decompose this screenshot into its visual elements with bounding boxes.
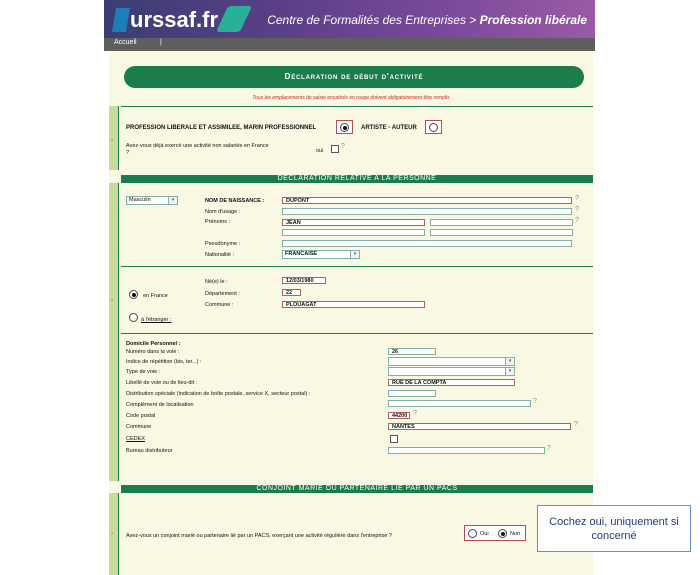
banner-title-main: Centre de Formalités des Entreprises	[267, 13, 466, 27]
indice-label: Indice de répétition (bis, ter...) :	[126, 359, 202, 365]
help-icon[interactable]: ?	[575, 206, 579, 213]
section-arrow-icon: ›	[111, 138, 113, 144]
conjoint-oui-label: Oui	[480, 531, 489, 537]
commune-domicile-label: Commune	[126, 424, 152, 430]
prior-activity-checkbox[interactable]	[331, 145, 339, 153]
divider	[121, 106, 593, 107]
nom-usage-input[interactable]	[282, 208, 572, 215]
prenoms-label: Prénoms :	[205, 219, 231, 225]
etranger-label[interactable]: à l'étranger :	[141, 317, 172, 323]
type-voie-label: Type de voie :	[126, 369, 161, 375]
nationalite-label: Nationalité :	[205, 252, 235, 258]
etranger-radio[interactable]	[129, 313, 138, 322]
section-conjoint-sidebar	[109, 493, 119, 575]
required-notice: Tous les emplacements de saisie encadrés en rouge doivent obligatoirement être remplis	[252, 95, 450, 101]
banner-title	[267, 13, 587, 27]
libelle-voie-label: Libellé de voie ou de lieu-dit :	[126, 380, 198, 386]
profession-option1-box	[336, 120, 353, 134]
conjoint-oui-radio[interactable]	[468, 529, 477, 538]
cedex-checkbox[interactable]	[390, 435, 398, 443]
divider	[121, 333, 593, 334]
civilite-select[interactable]	[126, 196, 178, 205]
pseudonyme-label: Pseudonyme :	[205, 241, 241, 247]
domicile-heading: Domicile Personnel :	[126, 341, 181, 347]
civilite-select-value: Masculin	[129, 197, 151, 203]
pseudonyme-input[interactable]	[282, 240, 572, 247]
divider	[121, 266, 593, 267]
en-france-label: en France	[143, 293, 168, 299]
nav-separator: |	[160, 39, 162, 46]
type-voie-select[interactable]	[388, 367, 515, 376]
bureau-distributeur-label: Bureau distributeur	[126, 448, 173, 454]
departement-label: Département :	[205, 291, 240, 297]
section-arrow-icon: ›	[111, 531, 113, 537]
banner-title-bold: Profession libérale	[479, 13, 587, 27]
nom-naissance-input[interactable]: DUPONT	[282, 197, 572, 204]
page	[104, 0, 595, 575]
help-icon[interactable]: ?	[413, 410, 417, 417]
chevron-down-icon: ▾	[505, 368, 514, 375]
code-postal-label: Code postal	[126, 413, 156, 419]
en-france-radio[interactable]	[129, 290, 138, 299]
profession-option1-label: PROFESSION LIBERALE ET ASSIMILEE, MARIN PROFESSIONNEL	[126, 125, 317, 131]
nationalite-select-value: FRANCAISE	[285, 251, 318, 257]
indice-select[interactable]	[388, 357, 515, 366]
section-personne-title: DECLARATION RELATIVE A LA PERSONNE	[121, 175, 593, 183]
form-title: Déclaration de début d'activité	[124, 66, 584, 88]
commune-domicile-input[interactable]: NANTES	[388, 423, 571, 430]
commune-naissance-input[interactable]: PLOUAGAT	[282, 301, 425, 308]
section-conjoint-title: CONJOINT MARIE OU PARTENAIRE LIE PAR UN PACS	[121, 485, 593, 493]
help-icon[interactable]: ?	[341, 143, 345, 150]
date-naissance-input[interactable]: 12/03/1980	[282, 277, 326, 284]
nationalite-select[interactable]	[282, 250, 360, 259]
complement-input[interactable]	[388, 400, 531, 407]
commune-naissance-label: Commune :	[205, 302, 234, 308]
help-icon[interactable]: ?	[574, 421, 578, 428]
form-area	[109, 52, 593, 575]
chevron-down-icon: ▾	[168, 197, 177, 204]
section-profession-sidebar	[109, 106, 119, 170]
help-icon[interactable]: ?	[575, 217, 579, 224]
prior-activity-question: Avez-vous déjà exercé une activité non salariée en France ?	[126, 143, 269, 156]
help-icon[interactable]: ?	[533, 398, 537, 405]
banner-title-sep: >	[465, 13, 480, 27]
navbar	[104, 38, 595, 51]
urssaf-logo[interactable]	[110, 4, 252, 34]
conjoint-non-label: Non	[510, 531, 521, 537]
profession-option2-label: ARTISTE - AUTEUR	[361, 125, 417, 131]
conjoint-question: Avez-vous un conjoint marié ou partenaire lié par un PACS, exerçant une activité régulière dans l'entreprise ?	[126, 533, 392, 539]
ne-le-label: Né(e) le :	[205, 279, 228, 285]
distribution-input[interactable]	[388, 390, 436, 397]
logo-text: urssaf.fr	[130, 7, 219, 32]
libelle-voie-input[interactable]: RUE DE LA COMPTA	[388, 379, 515, 386]
nom-naissance-label: NOM DE NAISSANCE :	[205, 198, 265, 204]
departement-input[interactable]: 22	[282, 289, 301, 296]
bureau-distributeur-input[interactable]	[388, 447, 545, 454]
profession-option2-box	[425, 120, 442, 134]
nav-accueil[interactable]: Accueil	[114, 39, 137, 46]
logo-swoosh-icon	[216, 6, 252, 32]
logo-mark-icon	[112, 8, 130, 32]
nom-usage-label: Nom d'usage :	[205, 209, 241, 215]
prior-activity-oui-label: oui	[316, 148, 324, 154]
cedex-label[interactable]: CEDEX	[126, 436, 145, 442]
distribution-label: Distribution spéciale (indication de boîte postale, service X, secteur postal) :	[126, 391, 311, 397]
help-icon[interactable]: ?	[547, 445, 551, 452]
prenom1-input[interactable]: JEAN	[282, 219, 425, 226]
chevron-down-icon: ▾	[350, 251, 359, 258]
section-personne-sidebar	[109, 183, 119, 481]
conjoint-radio-group	[464, 525, 526, 541]
help-tooltip: Cochez oui, uniquement si concerné	[537, 505, 691, 552]
prenom4-input[interactable]	[430, 229, 573, 236]
numero-voie-label: Numéro dans la voie :	[126, 349, 180, 355]
chevron-down-icon: ▾	[505, 358, 514, 365]
prenom3-input[interactable]	[282, 229, 425, 236]
profession-option2-radio[interactable]	[429, 123, 438, 132]
complement-label: Complément de localisation	[126, 402, 194, 408]
section-arrow-icon: ›	[111, 298, 113, 304]
help-icon[interactable]: ?	[575, 195, 579, 202]
conjoint-non-radio[interactable]	[498, 529, 507, 538]
profession-option1-radio[interactable]	[340, 123, 349, 132]
code-postal-input[interactable]: 44200	[388, 412, 410, 419]
numero-voie-input[interactable]: 26	[388, 348, 436, 355]
header-banner	[104, 0, 595, 38]
prenom2-input[interactable]	[430, 219, 573, 226]
